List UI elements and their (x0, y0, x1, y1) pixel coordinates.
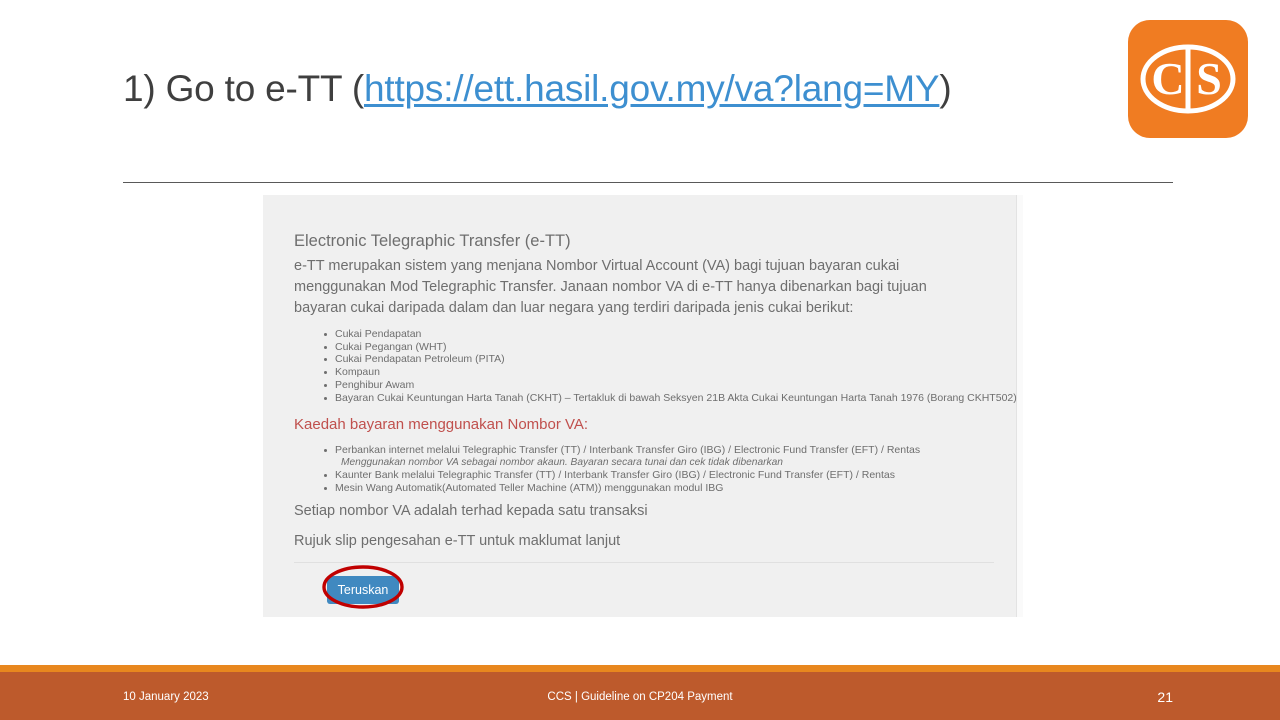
list-item (318, 328, 1017, 341)
tax-type-list (318, 328, 1017, 404)
ett-portal-link[interactable]: https://ett.hasil.gov.my/va?lang=MY (364, 68, 940, 109)
teruskan-button[interactable]: Teruskan (327, 576, 399, 604)
page-title-prefix: 1) Go to e-TT ( (123, 68, 364, 109)
ccs-logo-letter-c: C (1151, 53, 1185, 104)
payment-method-label: Perbankan internet melalui Telegraphic Transfer (TT) / Interbank Transfer Giro (IBG) / Electronic Fund Transfer (EFT) / Rentas (335, 444, 921, 456)
tax-type-label: Kompaun (335, 366, 380, 379)
list-item (318, 341, 1017, 354)
payment-method-label: Mesin Wang Automatik(Automated Teller Machine (ATM)) menggunakan modul IBG (335, 482, 724, 495)
ccs-logo (1128, 20, 1248, 138)
list-item (318, 469, 920, 482)
panel-footer-divider (294, 562, 994, 563)
list-item (318, 444, 920, 469)
list-item (318, 353, 1017, 366)
footer-accent-stripe (0, 665, 1280, 672)
page-title-suffix: ) (939, 68, 952, 109)
panel-scrollbar[interactable] (1016, 195, 1023, 617)
payment-method-note: Menggunakan nombor VA sebagai nombor akaun. Bayaran secara tunai dan cek tidak dibenarkan (341, 456, 783, 468)
tax-type-label: Penghibur Awam (335, 378, 415, 391)
payment-method-list (318, 444, 920, 495)
panel-intro-paragraph: e-TT merupakan sistem yang menjana Nombor Virtual Account (VA) bagi tujuan bayaran cukai menggunakan Mod Telegraphic Transfer. Janaan nombor VA di e-TT hanya dibenarkan bagi tujuan bayaran cukai daripada dalam dan luar negara yang terdiri daripada jenis cukai berikut: (294, 258, 927, 316)
title-divider (123, 182, 1173, 183)
list-item (318, 366, 1017, 379)
tax-type-label: Cukai Pendapatan Petroleum (PITA) (335, 353, 505, 366)
tax-type-label: Cukai Pegangan (WHT) (335, 340, 447, 353)
ccs-logo-mark (1128, 20, 1248, 138)
payment-method-label: Kaunter Bank melalui Telegraphic Transfer (TT) / Interbank Transfer Giro (IBG) / Electronic Fund Transfer (EFT) / Rentas (335, 469, 896, 482)
list-item (318, 482, 920, 495)
ccs-logo-letter-s: S (1196, 53, 1222, 104)
panel-heading: Electronic Telegraphic Transfer (e-TT) (294, 232, 571, 250)
confirmation-slip-note: Rujuk slip pengesahan e-TT untuk maklumat lanjut (294, 533, 621, 549)
va-transaction-note: Setiap nombor VA adalah terhad kepada satu transaksi (294, 503, 648, 519)
payment-methods-heading: Kaedah bayaran menggunakan Nombor VA: (294, 416, 589, 433)
page-title (123, 68, 1183, 110)
tax-type-label: Bayaran Cukai Keuntungan Harta Tanah (CKHT) – Tertakluk di bawah Seksyen 21B Akta Cukai Keuntungan Harta Tanah 1976 (Borang CKHT502) (335, 391, 1017, 404)
footer-title: CCS | Guideline on CP204 Payment (547, 691, 733, 703)
tax-type-label: Cukai Pendapatan (335, 328, 422, 340)
footer-page-number: 21 (1157, 689, 1173, 705)
list-item (318, 392, 1017, 405)
list-item (318, 379, 1017, 392)
footer-date: 10 January 2023 (123, 691, 209, 703)
embedded-screenshot-panel (263, 195, 1023, 617)
